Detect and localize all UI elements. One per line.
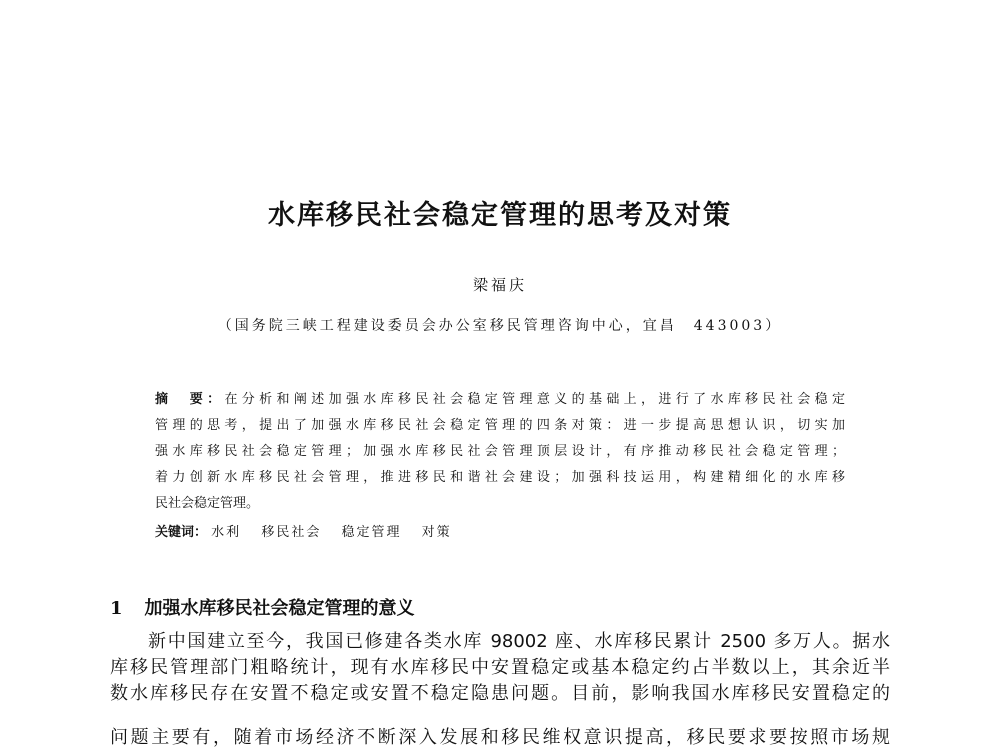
abstract-line: 着力创新水库移民社会管理，推进移民和谐社会建设；加强科技运用，构建精细化的水库移 [155,470,845,485]
keyword: 移民社会 [261,525,322,540]
author-name: 梁福庆 [472,276,527,294]
section-heading [110,594,415,620]
abstract-label: 摘 要： [155,392,225,407]
abstract-line: 民社会稳定管理。 [155,496,260,511]
section-number: 1 [110,598,123,619]
keyword: 水利 [211,525,242,540]
abstract-line: 摘 要：在分析和阐述加强水库移民社会稳定管理意义的基础上，进行了水库移民社会稳定 [155,392,845,407]
keyword: 稳定管理 [341,525,402,540]
body-line: 问题主要有，随着市场经济不断深入发展和移民维权意识提高，移民要求要按照市场规 [110,727,890,748]
keywords-label: 关键词： [155,525,208,540]
keywords [155,521,468,540]
abstract-line: 管理的思考，提出了加强水库移民社会稳定管理的四条对策：进一步提高思想认识，切实加 [155,418,845,433]
body-line: 库移民管理部门粗略统计，现有水库移民中安置稳定或基本稳定约占半数以上，其余近半 [110,657,890,678]
section-title: 加强水库移民社会稳定管理的意义 [144,598,415,619]
paper-title: 水库移民社会稳定管理的思考及对策 [268,200,732,231]
author-affiliation: （国务院三峡工程建设委员会办公室移民管理咨询中心，宜昌 443003） [217,318,783,334]
abstract-line: 强水库移民社会稳定管理；加强水库移民社会管理顶层设计，有序推动移民社会稳定管理； [155,444,845,459]
body-line: 数水库移民存在安置不稳定或安置不稳定隐患问题。目前，影响我国水库移民安置稳定的 [110,683,890,704]
keyword: 对策 [421,525,452,540]
body-line: 新中国建立至今，我国已修建各类水库 98002 座、水库移民累计 2500 多万人。据水 [148,631,890,652]
